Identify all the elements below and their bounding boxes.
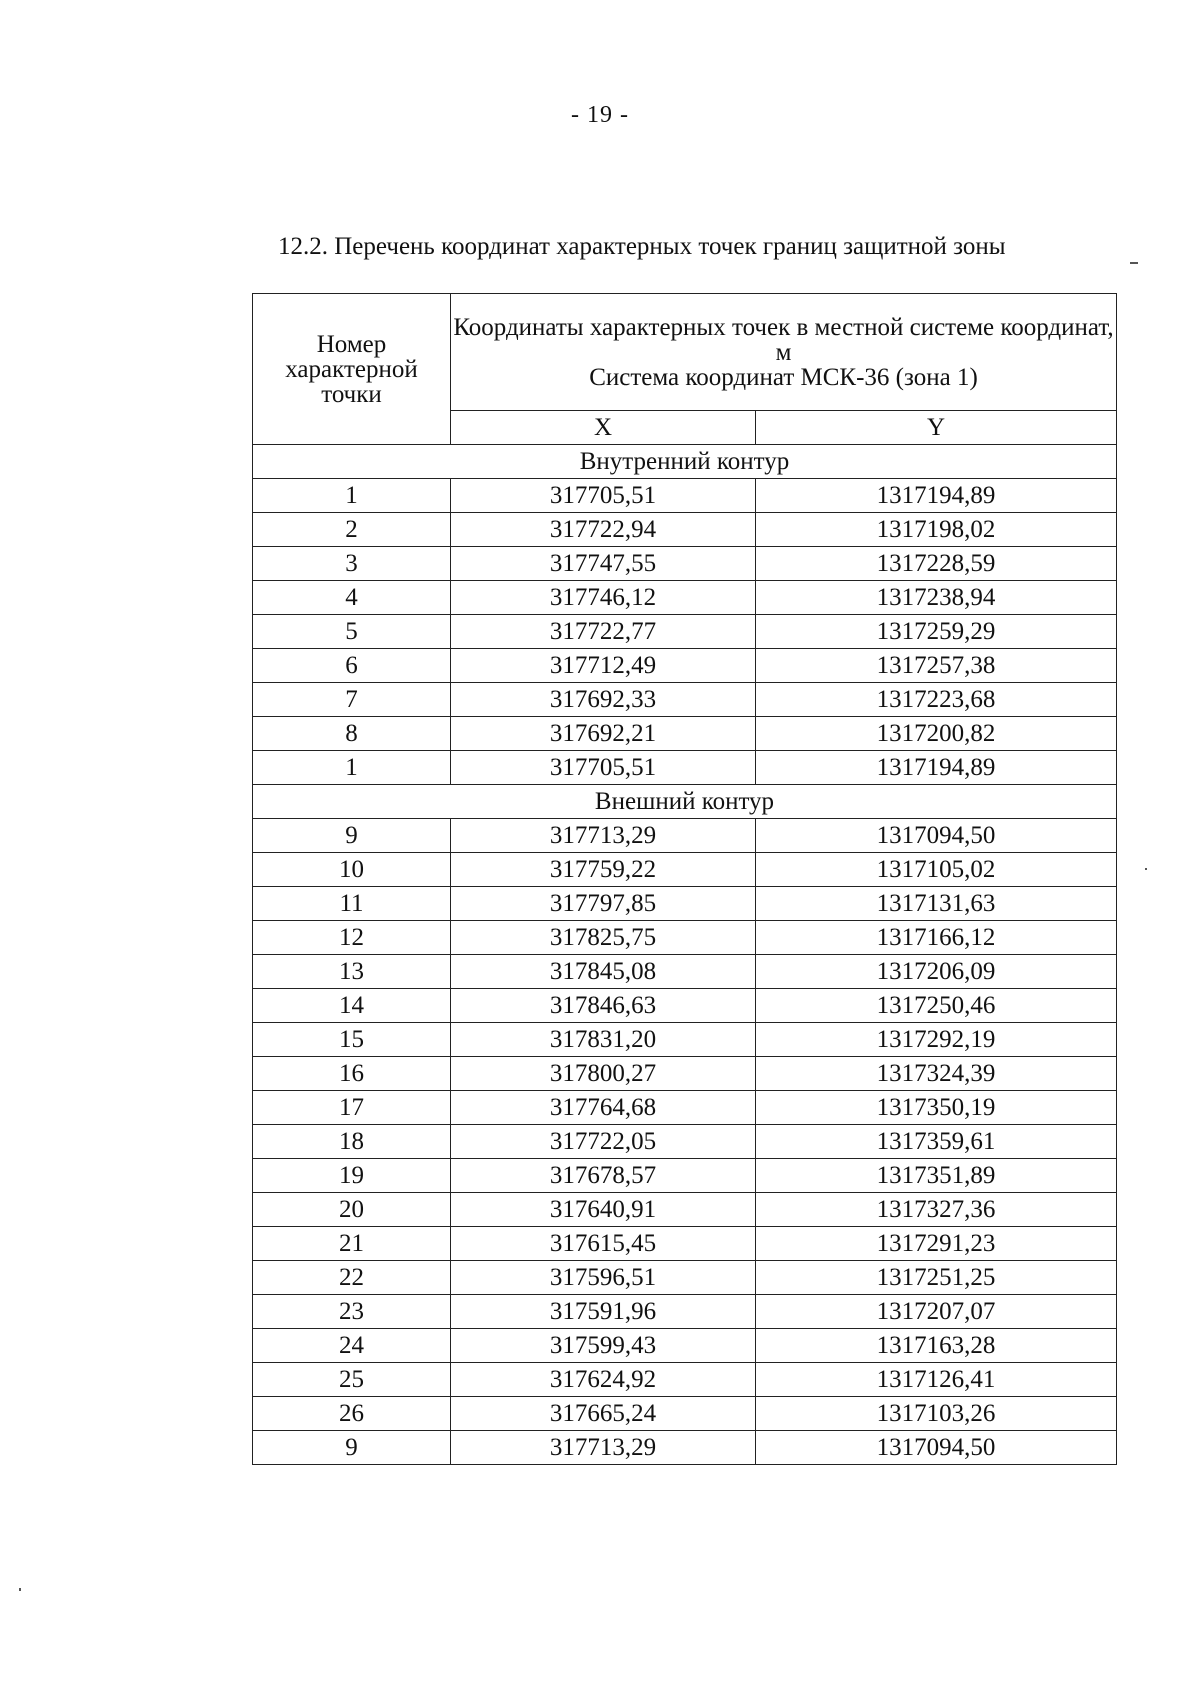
y-coordinate-cell: 1317292,19 — [756, 1023, 1117, 1057]
table-row — [253, 581, 1117, 615]
header-y: Y — [756, 411, 1117, 445]
point-number-cell: 10 — [253, 853, 451, 887]
table-row — [253, 1397, 1117, 1431]
point-number-cell: 26 — [253, 1397, 451, 1431]
scan-speck — [19, 1588, 21, 1591]
y-coordinate-cell: 1317359,61 — [756, 1125, 1117, 1159]
table-row — [253, 547, 1117, 581]
table-row — [253, 989, 1117, 1023]
table-row — [253, 479, 1117, 513]
y-coordinate-cell: 1317200,82 — [756, 717, 1117, 751]
table-row — [253, 1091, 1117, 1125]
point-number-cell: 2 — [253, 513, 451, 547]
y-coordinate-cell: 1317163,28 — [756, 1329, 1117, 1363]
x-coordinate-cell: 317678,57 — [451, 1159, 756, 1193]
point-number-cell: 12 — [253, 921, 451, 955]
y-coordinate-cell: 1317094,50 — [756, 1431, 1117, 1465]
section-title-cell: Внешний контур — [253, 785, 1117, 819]
table-row — [253, 1329, 1117, 1363]
table-row — [253, 1159, 1117, 1193]
point-number-cell: 18 — [253, 1125, 451, 1159]
table-row — [253, 1125, 1117, 1159]
x-coordinate-cell: 317746,12 — [451, 581, 756, 615]
x-coordinate-cell: 317846,63 — [451, 989, 756, 1023]
table-row — [253, 853, 1117, 887]
y-coordinate-cell: 1317194,89 — [756, 751, 1117, 785]
point-number-cell: 14 — [253, 989, 451, 1023]
point-number-cell: 8 — [253, 717, 451, 751]
scan-speck — [1145, 868, 1147, 870]
table-row — [253, 1023, 1117, 1057]
table-row — [253, 955, 1117, 989]
point-number-cell: 6 — [253, 649, 451, 683]
y-coordinate-cell: 1317194,89 — [756, 479, 1117, 513]
table-row — [253, 1261, 1117, 1295]
x-coordinate-cell: 317797,85 — [451, 887, 756, 921]
y-coordinate-cell: 1317291,23 — [756, 1227, 1117, 1261]
y-coordinate-cell: 1317223,68 — [756, 683, 1117, 717]
y-coordinate-cell: 1317228,59 — [756, 547, 1117, 581]
point-number-cell: 19 — [253, 1159, 451, 1193]
table-row — [253, 1363, 1117, 1397]
coordinates-table — [252, 293, 1117, 1465]
point-number-cell: 25 — [253, 1363, 451, 1397]
y-coordinate-cell: 1317250,46 — [756, 989, 1117, 1023]
x-coordinate-cell: 317845,08 — [451, 955, 756, 989]
point-number-cell: 17 — [253, 1091, 451, 1125]
x-coordinate-cell: 317665,24 — [451, 1397, 756, 1431]
x-coordinate-cell: 317692,21 — [451, 717, 756, 751]
x-coordinate-cell: 317722,94 — [451, 513, 756, 547]
x-coordinate-cell: 317692,33 — [451, 683, 756, 717]
x-coordinate-cell: 317759,22 — [451, 853, 756, 887]
y-coordinate-cell: 1317094,50 — [756, 819, 1117, 853]
table-row — [253, 649, 1117, 683]
table-row — [253, 1193, 1117, 1227]
header-coordinate-system: Система координат МСК-36 (зона 1) — [589, 363, 978, 391]
point-number-cell: 24 — [253, 1329, 451, 1363]
y-coordinate-cell: 1317257,38 — [756, 649, 1117, 683]
y-coordinate-cell: 1317126,41 — [756, 1363, 1117, 1397]
point-number-cell: 1 — [253, 751, 451, 785]
x-coordinate-cell: 317705,51 — [451, 751, 756, 785]
x-coordinate-cell: 317705,51 — [451, 479, 756, 513]
y-coordinate-cell: 1317350,19 — [756, 1091, 1117, 1125]
x-coordinate-cell: 317825,75 — [451, 921, 756, 955]
point-number-cell: 21 — [253, 1227, 451, 1261]
point-number-cell: 11 — [253, 887, 451, 921]
scan-speck — [1130, 262, 1138, 264]
y-coordinate-cell: 1317207,07 — [756, 1295, 1117, 1329]
table-row — [253, 683, 1117, 717]
y-coordinate-cell: 1317259,29 — [756, 615, 1117, 649]
x-coordinate-cell: 317599,43 — [451, 1329, 756, 1363]
point-number-cell: 4 — [253, 581, 451, 615]
x-coordinate-cell: 317596,51 — [451, 1261, 756, 1295]
header-point-number: Номер характерной точки — [253, 294, 451, 445]
table-row — [253, 1227, 1117, 1261]
table-row — [253, 921, 1117, 955]
y-coordinate-cell: 1317351,89 — [756, 1159, 1117, 1193]
x-coordinate-cell: 317800,27 — [451, 1057, 756, 1091]
table-row — [253, 513, 1117, 547]
point-number-cell: 16 — [253, 1057, 451, 1091]
point-number-cell: 20 — [253, 1193, 451, 1227]
x-coordinate-cell: 317764,68 — [451, 1091, 756, 1125]
point-number-cell: 23 — [253, 1295, 451, 1329]
x-coordinate-cell: 317722,77 — [451, 615, 756, 649]
point-number-cell: 13 — [253, 955, 451, 989]
x-coordinate-cell: 317591,96 — [451, 1295, 756, 1329]
section-row — [253, 445, 1117, 479]
table-row — [253, 717, 1117, 751]
x-coordinate-cell: 317712,49 — [451, 649, 756, 683]
table-row — [253, 751, 1117, 785]
x-coordinate-cell: 317640,91 — [451, 1193, 756, 1227]
x-coordinate-cell: 317713,29 — [451, 1431, 756, 1465]
y-coordinate-cell: 1317105,02 — [756, 853, 1117, 887]
y-coordinate-cell: 1317166,12 — [756, 921, 1117, 955]
header-coordinates — [451, 294, 1117, 411]
section-row — [253, 785, 1117, 819]
point-number-cell: 1 — [253, 479, 451, 513]
table-row — [253, 1431, 1117, 1465]
point-number-cell: 9 — [253, 819, 451, 853]
x-coordinate-cell: 317624,92 — [451, 1363, 756, 1397]
point-number-cell: 7 — [253, 683, 451, 717]
y-coordinate-cell: 1317206,09 — [756, 955, 1117, 989]
header-x: X — [451, 411, 756, 445]
y-coordinate-cell: 1317251,25 — [756, 1261, 1117, 1295]
x-coordinate-cell: 317615,45 — [451, 1227, 756, 1261]
table-body — [253, 445, 1117, 1465]
point-number-cell: 9 — [253, 1431, 451, 1465]
table-row — [253, 1057, 1117, 1091]
header-coordinates-description: Координаты характерных точек в местной системе координат, м — [453, 313, 1114, 366]
x-coordinate-cell: 317831,20 — [451, 1023, 756, 1057]
section-title-cell: Внутренний контур — [253, 445, 1117, 479]
table-row — [253, 1295, 1117, 1329]
y-coordinate-cell: 1317131,63 — [756, 887, 1117, 921]
y-coordinate-cell: 1317327,36 — [756, 1193, 1117, 1227]
section-title: 12.2. Перечень координат характерных точек границ защитной зоны — [278, 233, 1006, 260]
y-coordinate-cell: 1317198,02 — [756, 513, 1117, 547]
x-coordinate-cell: 317747,55 — [451, 547, 756, 581]
table-row — [253, 819, 1117, 853]
table-row — [253, 887, 1117, 921]
x-coordinate-cell: 317722,05 — [451, 1125, 756, 1159]
x-coordinate-cell: 317713,29 — [451, 819, 756, 853]
table-row — [253, 615, 1117, 649]
y-coordinate-cell: 1317103,26 — [756, 1397, 1117, 1431]
point-number-cell: 15 — [253, 1023, 451, 1057]
point-number-cell: 5 — [253, 615, 451, 649]
page-number: - 19 - — [571, 102, 629, 128]
point-number-cell: 3 — [253, 547, 451, 581]
point-number-cell: 22 — [253, 1261, 451, 1295]
y-coordinate-cell: 1317324,39 — [756, 1057, 1117, 1091]
y-coordinate-cell: 1317238,94 — [756, 581, 1117, 615]
